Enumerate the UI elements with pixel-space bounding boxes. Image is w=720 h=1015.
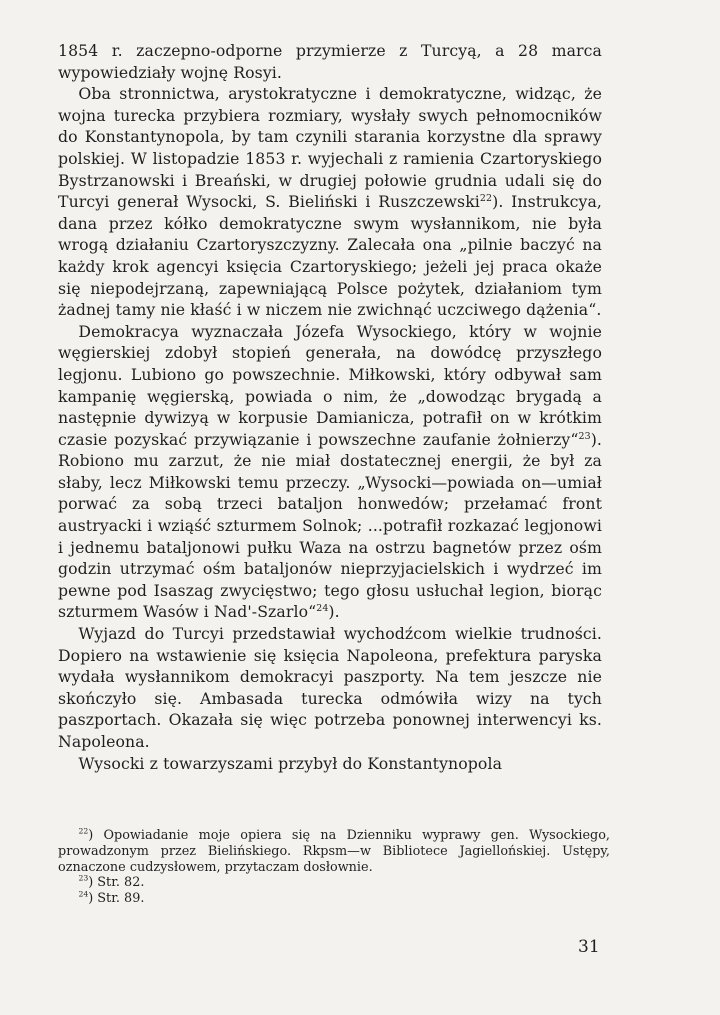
- paragraph-5: Wysocki z towarzyszami przybył do Konstantynopola: [78, 753, 503, 773]
- page-number: 31: [578, 937, 600, 957]
- footnote-ref-24: 24: [316, 603, 329, 615]
- footnote-24: $^{24}$) Str. 89.: [78, 889, 145, 907]
- main-text: [58, 40, 602, 774]
- footnote-22: $^{22}$) Opowiadanie moje opiera się na Dzienniku wyprawy gen. Wysockiego, prowadzonym przez Bielińskiego. Rkpsm—w Bibliotece Jagiellońskiej. Ustępy, oznaczone cudzysłowem, przytaczam dosłownie.: [58, 826, 610, 875]
- footnote-23: $^{23}$) Str. 82.: [78, 874, 145, 891]
- paragraph-4: Wyjazd do Turcyi przedstawiał wychodźcom wielkie trudności. Dopiero na wstawienie się księcia Napoleona, prefektura paryska wydała wysłannikom demokracyi paszporty. Na tem jeszcze nie skończyło się. Ambasada turecka odmówiła wizy na tych paszportach. Okazała się więc potrzeba ponownej interwencyi ks. Napoleona.: [58, 624, 602, 751]
- footnote-ref-23: 23: [578, 430, 591, 442]
- paragraph-3: Demokracya wyznaczała Józefa Wysockiego, który w wojnie węgierskiej zdobył stopień generała, na dowódcę przyszłego legjonu. Lubiono go powszechnie. Miłkowski, który odbywał sam kampanię węgierską, powiada o nim, że „dowodząc brygadą a następnie dywizyą w korpusie Damianicza, potrafił on w krótkim czasie pozyskać przywiązanie i powszechne zaufanie żołnierzy“$^{23}$). Robiono mu zarzut, że nie miał dostatecznej energii, że był za słaby, lecz Miłkowski temu przeczy. „Wysocki—powiada on—umiał porwać za sobą trzeci bataljon honwedów; przełamać front austryacki i wziąść szturmem Solnok; ...potrafił rozkazać legjonowi i jednemu bataljonowi pułku Waza na ostrzu bagnetów przez ośm godzin utrzymać ośm bataljonów nieprzyjacielskich i wydrzeć im pewne pod Isaszag zwycięstwo; tego głosu usłuchał legion, biorąc szturmem Wasów i Nad'-Szarlo“$^{24}$).: [58, 321, 602, 622]
- paragraph-1: 1854 r. zaczepno-odporne przymierze z Turcyą, a 28 marca wypowiedziały wojnę Rosyi.: [58, 41, 602, 82]
- footnotes: [58, 828, 610, 907]
- paragraph-2: Oba stronnictwa, arystokratyczne i demokratyczne, widząc, że wojna turecka przybiera rozmiary, wysłały swych pełnomocników do Konstantynopola, by tam czynili starania korzystne dla sprawy polskiej. W listopadzie 1853 r. wyjechali z ramienia Czartoryskiego Bystrzanowski i Breański, w drugiej połowie grudnia udali się do Turcyi generał Wysocki, S. Bieliński i Ruszczewski$^{22}$). Instrukcya, dana przez kółko demokratyczne swym wysłannikom, nie była wrogą działaniu Czartoryszczyzny. Zalecała ona „pilnie baczyć na każdy krok agencyi księcia Czartoryskiego; jeżeli jej praca okaże się niepodejrzaną, zapewniającą Polsce pożytek, działaniom tym żadnej tamy nie kłaść i w niczem nie zwichnąć uczciwego dążenia“.: [58, 84, 602, 320]
- footnote-ref-22: 22: [479, 192, 493, 204]
